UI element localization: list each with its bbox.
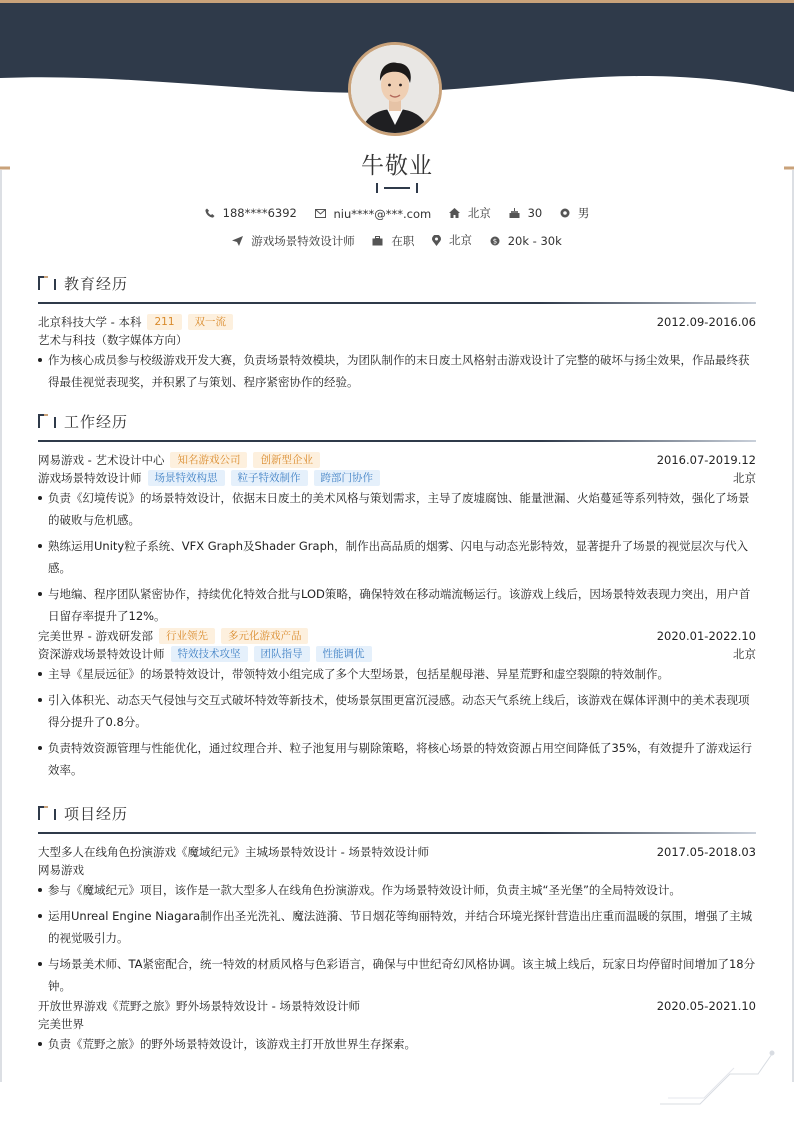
section-title: 项目经历 [64, 804, 129, 823]
section-mark-icon [38, 275, 58, 291]
role-title: 资深游戏场景特效设计师 [38, 647, 165, 661]
cake-icon [509, 208, 520, 218]
company-tag: 多元化游戏产品 [221, 628, 309, 644]
gender-icon [560, 208, 570, 218]
email-item: niu****@***.com [315, 207, 432, 221]
date-range: 2012.09-2016.06 [656, 315, 756, 329]
skill-tag: 跨部门协作 [314, 470, 381, 486]
project-row [38, 997, 756, 1015]
bullet-item: 与场景美术师、TA紧密配合，统一特效的材质风格与色彩语言，确保与中世纪奇幻风格协调。该主城上线后，玩家日均停留时间增加了18分钟。 [38, 953, 756, 997]
education-row [38, 313, 756, 331]
status-item: 在职 [372, 233, 414, 249]
job-intent-row [0, 232, 794, 249]
salary-item: $ 20k - 30k [490, 234, 562, 248]
role-row [38, 469, 756, 487]
bullet-item: 负责特效资源管理与性能优化，通过纹理合并、粒子池复用与剔除策略，将核心场景的特效资源占用空间降低了35%，有效提升了游戏运行效率。 [38, 737, 756, 781]
date-range: 2016.07-2019.12 [656, 453, 756, 467]
bullet-item: 引入体积光、动态天气侵蚀与交互式破坏特效等新技术，使场景氛围更富沉浸感。动态天气系统上线后，该游戏在媒体评测中的美术表现项得分提升了0.8分。 [38, 689, 756, 733]
mail-icon [315, 209, 326, 218]
section-divider [38, 302, 756, 304]
bullet-item: 负责《幻境传说》的场景特效设计，依据末日废土的美术风格与策划需求，主导了废墟腐蚀、能量泄漏、火焰蔓延等系列特效，强化了场景的破败与危机感。 [38, 487, 756, 531]
bullet-item: 主导《星辰远征》的场景特效设计，带领特效小组完成了多个大型场景，包括星舰母港、异星荒野和虚空裂隙的特效制作。 [38, 663, 756, 685]
company-name: 网易游戏 - 艺术设计中心 [38, 453, 165, 467]
project-name: 开放世界游戏《荒野之旅》野外场景特效设计 - 场景特效设计师 [38, 999, 360, 1013]
svg-text:$: $ [492, 237, 497, 246]
section-divider [38, 440, 756, 442]
date-range: 2017.05-2018.03 [656, 845, 756, 859]
bullet-item: 负责《荒野之旅》的野外场景特效设计，该游戏主打开放世界生存探索。 [38, 1033, 756, 1055]
bullet-item: 运用Unreal Engine Niagara制作出圣光洗礼、魔法涟漪、节日烟花等绚丽特效，并结合环境光探针营造出庄重而温暖的氛围，增强了主城的视觉吸引力。 [38, 905, 756, 949]
candidate-name: 牛敬业 [361, 153, 433, 179]
briefcase-icon [372, 236, 383, 246]
company-tag: 创新型企业 [253, 452, 320, 468]
coin-icon [490, 236, 500, 246]
company-name: 完美世界 - 游戏研发部 [38, 629, 153, 643]
role-row [38, 645, 756, 663]
avatar [348, 42, 442, 136]
bullet-item: 熟练运用Unity粒子系统、VFX Graph及Shader Graph，制作出高品质的烟雾、闪电与动态光影特效，显著提升了场景的视觉层次与代入感。 [38, 535, 756, 579]
section-title: 教育经历 [64, 274, 129, 293]
project-name: 大型多人在线角色扮演游戏《魔域纪元》主城场景特效设计 - 场景特效设计师 [38, 845, 429, 859]
section-title: 工作经历 [64, 412, 129, 431]
contact-row [0, 205, 794, 221]
role-title: 游戏场景特效设计师 [38, 471, 142, 485]
work-section [38, 410, 756, 781]
gender-item: 男 [560, 205, 590, 221]
section-mark-icon [38, 805, 58, 821]
date-range: 2020.01-2022.10 [656, 629, 756, 643]
company-tag: 知名游戏公司 [170, 452, 247, 468]
phone-icon [205, 208, 215, 218]
age-item: 30 [509, 206, 543, 220]
date-range: 2020.05-2021.10 [656, 999, 756, 1013]
location: 北京 [733, 471, 756, 485]
location: 北京 [733, 647, 756, 661]
bullet-item: 参与《魔域纪元》项目，该作是一款大型多人在线角色扮演游戏。作为场景特效设计师，负责主城“圣光堡”的全局特效设计。 [38, 879, 756, 901]
city-item: 北京 [449, 205, 491, 221]
bullet-item: 作为核心成员参与校级游戏开发大赛，负责场景特效模块，为团队制作的末日废土风格射击游戏设计了完整的破坏与扬尘效果，作品最终获得最佳视觉表现奖，并积累了与策划、程序紧密协作的经验。 [38, 349, 756, 393]
home-icon [449, 208, 460, 218]
phone-item: 188****6392 [205, 206, 297, 220]
project-org: 网易游戏 [38, 863, 84, 877]
project-org: 完美世界 [38, 1017, 84, 1031]
bullet-item: 与地编、程序团队紧密协作，持续优化特效合批与LOD策略，确保特效在移动端流畅运行。该游戏上线后，因场景特效表现力突出，用户首日留存率提升了12%。 [38, 583, 756, 627]
target-position-item: 游戏场景特效设计师 [232, 233, 355, 249]
skill-tag: 特效技术攻坚 [171, 646, 248, 662]
skill-tag: 团队指导 [254, 646, 310, 662]
major: 艺术与科技（数字媒体方向） [38, 333, 188, 347]
company-row [38, 627, 756, 645]
location-pin-icon [432, 235, 441, 246]
skill-tag: 场景特效构思 [148, 470, 225, 486]
send-icon [232, 236, 243, 246]
company-row [38, 451, 756, 469]
education-section [38, 272, 756, 393]
school-tag: 211 [147, 314, 181, 330]
skill-tag: 性能调优 [316, 646, 372, 662]
corner-decoration [660, 1048, 780, 1108]
section-mark-icon [38, 413, 58, 429]
company-tag: 行业领先 [159, 628, 215, 644]
skill-tag: 粒子特效制作 [231, 470, 308, 486]
school-tag: 双一流 [188, 314, 234, 330]
project-row [38, 843, 756, 861]
projects-section [38, 802, 756, 1055]
target-city-item: 北京 [432, 232, 472, 248]
name-divider [376, 183, 418, 193]
school-name: 北京科技大学 - 本科 [38, 315, 142, 329]
section-divider [38, 832, 756, 834]
left-border-line [0, 170, 2, 1082]
